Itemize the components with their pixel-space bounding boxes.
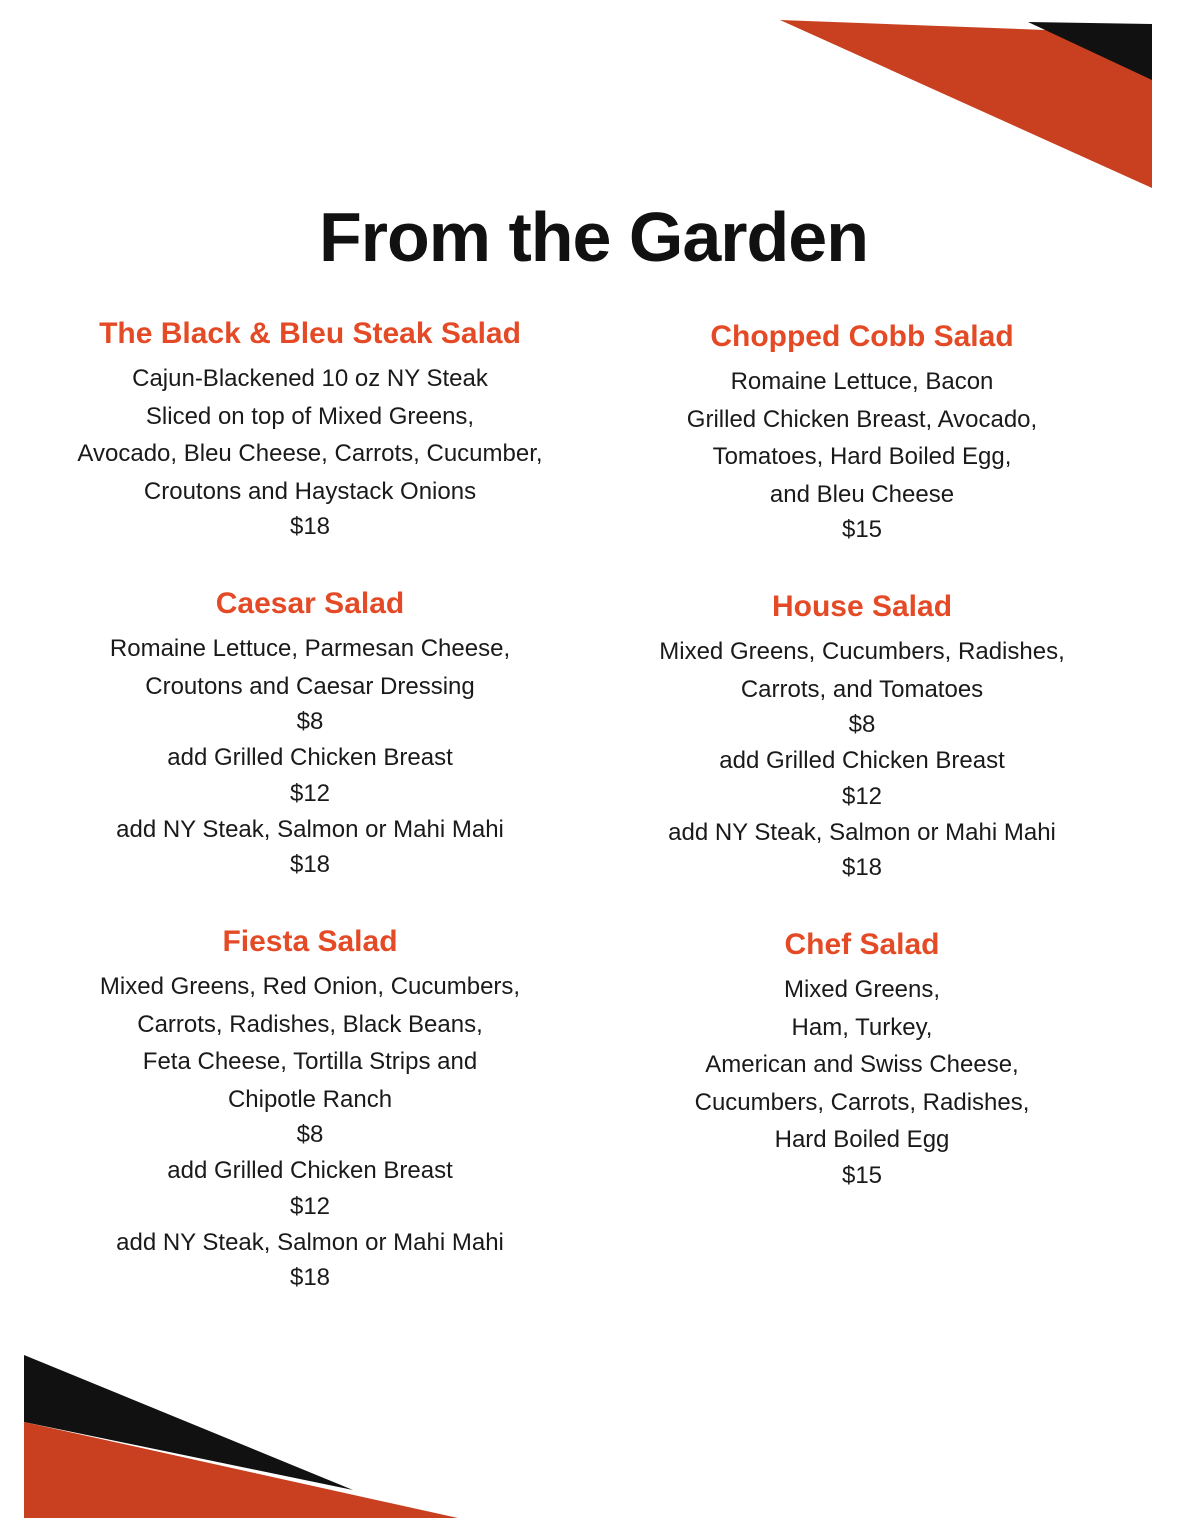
item-price: $8 [296, 1121, 324, 1148]
item-name: Chef Salad [784, 928, 940, 961]
item-name: The Black & Bleu Steak Salad [99, 317, 521, 350]
item-description-line: Croutons and Haystack Onions [143, 477, 477, 505]
item-price: $8 [848, 711, 876, 738]
menu-item-chopped-cobb-salad [582, 315, 1142, 547]
bottom-red-stripe [24, 1422, 458, 1518]
item-description-line: Cajun-Blackened 10 oz NY Steak [132, 365, 488, 392]
item-description-line: American and Swiss Cheese, [705, 1051, 1019, 1078]
addon-price: $12 [841, 782, 883, 810]
item-description-line: Carrots, Radishes, Black Beans, [137, 1010, 483, 1038]
item-description-line: Romaine Lettuce, Bacon [730, 368, 994, 395]
item-description-line: Chipotle Ranch [227, 1085, 393, 1113]
page-title: From the Garden [319, 198, 868, 276]
item-description-line: Romaine Lettuce, Parmesan Cheese, [109, 635, 511, 662]
item-price: $18 [289, 513, 331, 540]
item-description-line: Ham, Turkey, [791, 1013, 933, 1041]
addon-label: add Grilled Chicken Breast [719, 747, 1005, 774]
item-price: $15 [841, 516, 883, 543]
item-price: $15 [841, 1161, 883, 1189]
addon-price: $18 [289, 851, 331, 878]
menu-item-caesar-salad [30, 582, 590, 882]
addon-label: add Grilled Chicken Breast [167, 1157, 453, 1184]
addon-label: add NY Steak, Salmon or Mahi Mahi [668, 818, 1056, 846]
menu-item-black-bleu-steak-salad [30, 312, 590, 544]
item-description-line: Avocado, Bleu Cheese, Carrots, Cucumber, [77, 440, 543, 467]
bottom-corner-stripe-decoration [18, 1350, 478, 1525]
menu-column-right [582, 315, 1142, 1231]
addon-price: $12 [289, 1192, 331, 1220]
menu-column-left [30, 312, 590, 1333]
item-description-line: Feta Cheese, Tortilla Strips and [142, 1048, 478, 1075]
addon-label: add NY Steak, Salmon or Mahi Mahi [116, 815, 504, 843]
item-description-line: Cucumbers, Carrots, Radishes, [694, 1088, 1030, 1116]
item-description-line: Tomatoes, Hard Boiled Egg, [712, 443, 1012, 470]
item-description-line: Sliced on top of Mixed Greens, [145, 402, 475, 430]
item-name: Chopped Cobb Salad [710, 320, 1014, 353]
item-name: House Salad [771, 590, 953, 623]
addon-price: $18 [841, 854, 883, 881]
item-name: Fiesta Salad [222, 925, 398, 958]
item-description-line: and Bleu Cheese [769, 480, 955, 508]
menu-item-chef-salad [582, 923, 1142, 1193]
item-description-line: Mixed Greens, [783, 976, 941, 1003]
item-description-line: Mixed Greens, Cucumbers, Radishes, [659, 638, 1065, 665]
item-description-line: Carrots, and Tomatoes [740, 675, 984, 703]
item-description-line: Grilled Chicken Breast, Avocado, [686, 405, 1038, 433]
item-description-line: Mixed Greens, Red Onion, Cucumbers, [99, 973, 521, 1000]
addon-price: $12 [289, 779, 331, 807]
addon-price: $18 [289, 1264, 331, 1291]
item-name: Caesar Salad [215, 587, 405, 620]
item-description-line: Hard Boiled Egg [774, 1126, 950, 1153]
menu-item-fiesta-salad [30, 920, 590, 1295]
item-description-line: Croutons and Caesar Dressing [145, 672, 475, 700]
addon-label: add NY Steak, Salmon or Mahi Mahi [116, 1228, 504, 1256]
item-price: $8 [296, 708, 324, 735]
top-corner-stripe-decoration [760, 10, 1170, 200]
addon-label: add Grilled Chicken Breast [167, 744, 453, 771]
menu-item-house-salad [582, 585, 1142, 885]
